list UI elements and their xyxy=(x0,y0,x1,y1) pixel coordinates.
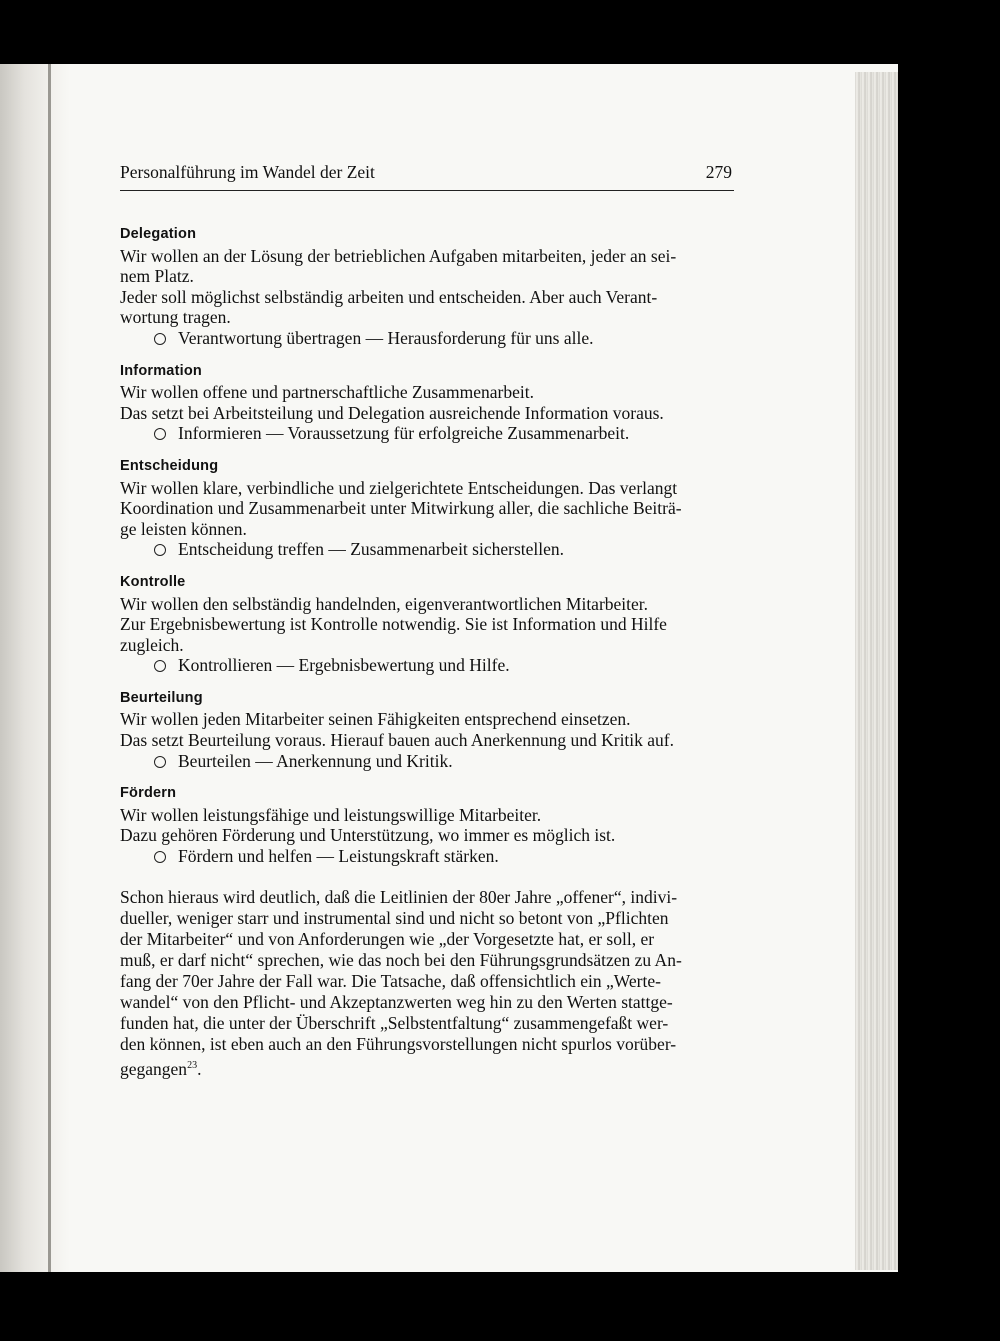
section-fördern xyxy=(120,783,736,866)
section-delegation xyxy=(120,224,736,349)
paragraph-line: fang der 70er Jahre der Fall war. Die Tatsache, daß offensichtlich ein „Werte- xyxy=(120,970,661,991)
circle-bullet-icon xyxy=(154,660,166,672)
section-text-line: Wir wollen offene und partnerschaftliche Zusammenarbeit. xyxy=(120,382,534,403)
page-body xyxy=(120,224,736,1079)
section-text-line: Zur Ergebnisbewertung ist Kontrolle notwendig. Sie ist Information und Hilfe xyxy=(120,614,667,635)
section-text-line: nem Platz. xyxy=(120,266,194,287)
section-bullet-text: Verantwortung übertragen — Herausforderung für uns alle. xyxy=(178,327,594,348)
section-text-line: Koordination und Zusammenarbeit unter Mitwirkung aller, die sachliche Beiträ- xyxy=(120,498,682,519)
section-text-line: Wir wollen an der Lösung der betrieblichen Aufgaben mitarbeiten, jeder an sei- xyxy=(120,245,677,266)
guideline-sections xyxy=(120,224,736,867)
section-bullet-text: Entscheidung treffen — Zusammenarbeit sicherstellen. xyxy=(178,539,565,560)
paragraph-line: muß, er darf nicht“ sprechen, wie das noch bei den Führungsgrundsätzen zu An- xyxy=(120,949,682,970)
circle-bullet-icon xyxy=(154,851,166,863)
section-text-line: Wir wollen klare, verbindliche und zielgerichtete Entscheidungen. Das verlangt xyxy=(120,477,678,498)
section-heading: Delegation xyxy=(120,226,197,242)
circle-bullet-icon xyxy=(154,428,166,440)
section-text-line: ge leisten können. xyxy=(120,518,247,539)
circle-bullet-icon xyxy=(154,756,166,768)
running-header-title: Personalführung im Wandel der Zeit xyxy=(120,162,375,182)
section-bullet xyxy=(120,539,736,560)
footnote-marker[interactable]: 23 xyxy=(187,1059,198,1071)
section-text-line: Wir wollen leistungsfähige und leistungswillige Mitarbeiter. xyxy=(120,804,542,825)
section-information xyxy=(120,361,736,444)
page-gutter xyxy=(0,64,70,1272)
section-text-line: Wir wollen den selbständig handelnden, eigenverantwortlichen Mitarbeiter. xyxy=(120,593,649,614)
section-text-line: Das setzt bei Arbeitsteilung und Delegation ausreichende Information voraus. xyxy=(120,402,664,423)
paragraph-line: Schon hieraus wird deutlich, daß die Leitlinien der 80er Jahre „offener“, indivi- xyxy=(120,886,678,907)
section-text-line: zugleich. xyxy=(120,634,184,655)
section-text-line: Das setzt Beurteilung voraus. Hierauf bauen auch Anerkennung und Kritik auf. xyxy=(120,730,675,751)
section-entscheidung xyxy=(120,456,736,560)
section-bullet-text: Beurteilen — Anerkennung und Kritik. xyxy=(178,750,453,771)
section-bullet xyxy=(120,751,736,772)
paragraph-line: funden hat, die unter der Überschrift „Selbstentfaltung“ zusammengefaßt wer- xyxy=(120,1012,669,1033)
section-heading: Entscheidung xyxy=(120,457,219,474)
section-bullet-text: Informieren — Voraussetzung für erfolgreiche Zusammenarbeit. xyxy=(178,423,630,444)
circle-bullet-icon xyxy=(154,333,166,345)
section-bullet-text: Kontrollieren — Ergebnisbewertung und Hilfe. xyxy=(178,655,510,676)
section-text-line: Jeder soll möglichst selbständig arbeiten und entscheiden. Aber auch Verant- xyxy=(120,286,658,307)
binding-edge xyxy=(48,64,51,1272)
body-paragraph xyxy=(120,887,736,1080)
paragraph-line: wandel“ von den Pflicht- und Akzeptanzwerten weg hin zu den Werten stattge- xyxy=(120,991,673,1012)
circle-bullet-icon xyxy=(154,544,166,556)
section-text-line: Dazu gehören Förderung und Unterstützung, wo immer es möglich ist. xyxy=(120,825,616,846)
section-text-line: wortung tragen. xyxy=(120,307,231,328)
paragraph-lines xyxy=(120,887,736,1055)
running-header xyxy=(120,160,734,191)
paragraph-last-line xyxy=(120,1055,736,1080)
page-stack-edge xyxy=(855,72,898,1270)
paragraph-last-word: gegangen xyxy=(120,1058,188,1079)
section-heading: Beurteilung xyxy=(120,689,203,706)
paragraph-line: dueller, weniger starr und instrumental sind und nicht so betont von „Pflichten xyxy=(120,907,669,928)
section-beurteilung xyxy=(120,688,736,771)
paragraph-period: . xyxy=(197,1058,202,1079)
section-heading: Kontrolle xyxy=(120,573,186,590)
section-text-line: Wir wollen jeden Mitarbeiter seinen Fähigkeiten entsprechend einsetzen. xyxy=(120,709,631,730)
section-bullet xyxy=(120,328,736,349)
section-bullet xyxy=(120,846,736,867)
section-bullet xyxy=(120,423,736,444)
section-kontrolle xyxy=(120,572,736,676)
section-bullet-text: Fördern und helfen — Leistungskraft stärken. xyxy=(178,846,499,867)
page-number: 279 xyxy=(705,162,732,182)
section-heading: Fördern xyxy=(120,785,177,802)
section-bullet xyxy=(120,655,736,676)
section-heading: Information xyxy=(120,362,202,379)
paragraph-line: den können, ist eben auch an den Führungsvorstellungen nicht spurlos vorüber- xyxy=(120,1033,677,1054)
paragraph-line: der Mitarbeiter“ und von Anforderungen wie „der Vorgesetzte hat, er soll, er xyxy=(120,928,655,949)
